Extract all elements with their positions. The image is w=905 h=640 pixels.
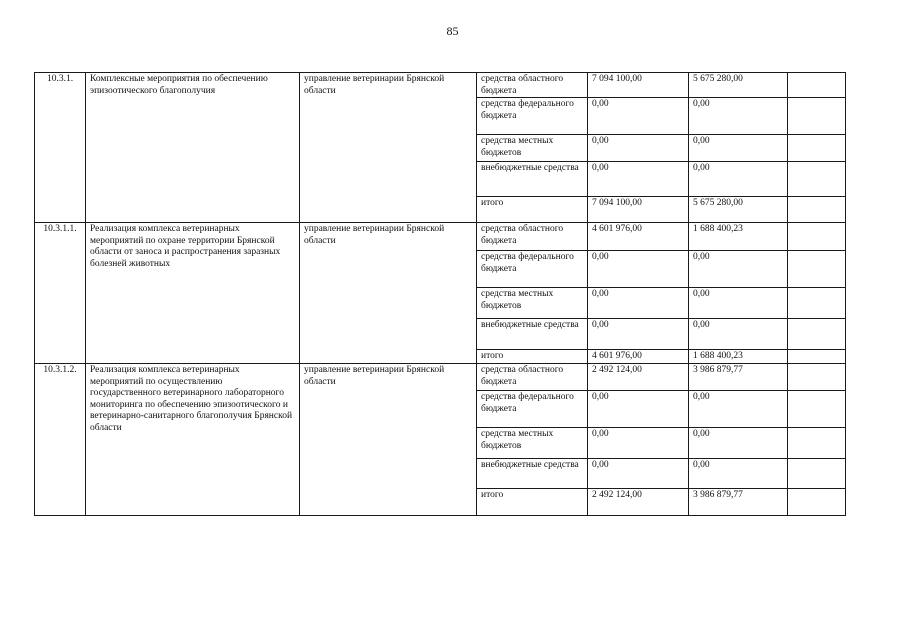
funding-source-label: средства местных бюджетов [477,288,588,319]
amount-cell: 4 601 976,00 [588,223,689,251]
empty-cell [788,288,846,319]
table-row [35,73,846,98]
empty-cell [788,319,846,350]
table-row [35,364,846,391]
empty-cell [788,135,846,162]
amount-cell: 0,00 [689,391,788,428]
amount-cell: 3 986 879,77 [689,364,788,391]
amount-cell: 1 688 400,23 [689,223,788,251]
funding-source-label: средства областного бюджета [477,73,588,98]
empty-cell [788,364,846,391]
amount-cell: 2 492 124,00 [588,364,689,391]
amount-cell: 0,00 [588,459,689,489]
empty-cell [788,391,846,428]
empty-cell [788,197,846,223]
item-executor: управление ветеринарии Брянской области [300,364,477,516]
item-title: Комплексные мероприятия по обеспечению эпизоотического благополучия [86,73,300,223]
amount-cell: 0,00 [689,251,788,288]
funding-source-label: средства федерального бюджета [477,251,588,288]
funding-source-label: итого [477,197,588,223]
empty-cell [788,98,846,135]
funding-source-label: средства местных бюджетов [477,135,588,162]
funding-source-label: внебюджетные средства [477,162,588,197]
amount-cell: 0,00 [588,391,689,428]
amount-cell: 0,00 [588,428,689,459]
funding-source-label: внебюджетные средства [477,319,588,350]
empty-cell [788,223,846,251]
item-title: Реализация комплекса ветеринарных мероприятий по охране территории Брянской области от заноса и распространения заразных болезней животных [86,223,300,364]
item-number: 10.3.1.1. [35,223,86,364]
empty-cell [788,489,846,516]
table-row [35,223,846,251]
funding-source-label: внебюджетные средства [477,459,588,489]
funding-source-label: средства федерального бюджета [477,98,588,135]
empty-cell [788,73,846,98]
item-executor: управление ветеринарии Брянской области [300,73,477,223]
empty-cell [788,428,846,459]
amount-cell: 7 094 100,00 [588,197,689,223]
amount-cell: 0,00 [588,251,689,288]
amount-cell: 0,00 [689,162,788,197]
item-number: 10.3.1.2. [35,364,86,516]
funding-source-label: средства областного бюджета [477,364,588,391]
funding-source-label: средства федерального бюджета [477,391,588,428]
empty-cell [788,459,846,489]
amount-cell: 3 986 879,77 [689,489,788,516]
amount-cell: 0,00 [588,162,689,197]
amount-cell: 0,00 [689,98,788,135]
item-executor: управление ветеринарии Брянской области [300,223,477,364]
empty-cell [788,162,846,197]
funding-source-label: средства местных бюджетов [477,428,588,459]
budget-table [34,72,846,516]
amount-cell: 0,00 [689,428,788,459]
empty-cell [788,251,846,288]
amount-cell: 0,00 [689,319,788,350]
amount-cell: 0,00 [689,135,788,162]
amount-cell: 1 688 400,23 [689,350,788,364]
empty-cell [788,350,846,364]
amount-cell: 7 094 100,00 [588,73,689,98]
amount-cell: 0,00 [588,98,689,135]
amount-cell: 0,00 [588,288,689,319]
funding-source-label: средства областного бюджета [477,223,588,251]
page-number: 85 [446,24,459,38]
funding-source-label: итого [477,350,588,364]
amount-cell: 5 675 280,00 [689,73,788,98]
amount-cell: 0,00 [689,459,788,489]
amount-cell: 0,00 [689,288,788,319]
amount-cell: 0,00 [588,319,689,350]
item-title: Реализация комплекса ветеринарных мероприятий по осуществлению государственного ветеринарного лабораторного мониторинга по обеспечению эпизоотического и ветеринарно-санитарного благополучия Брянской области [86,364,300,516]
amount-cell: 5 675 280,00 [689,197,788,223]
amount-cell: 4 601 976,00 [588,350,689,364]
funding-source-label: итого [477,489,588,516]
amount-cell: 2 492 124,00 [588,489,689,516]
item-number: 10.3.1. [35,73,86,223]
amount-cell: 0,00 [588,135,689,162]
